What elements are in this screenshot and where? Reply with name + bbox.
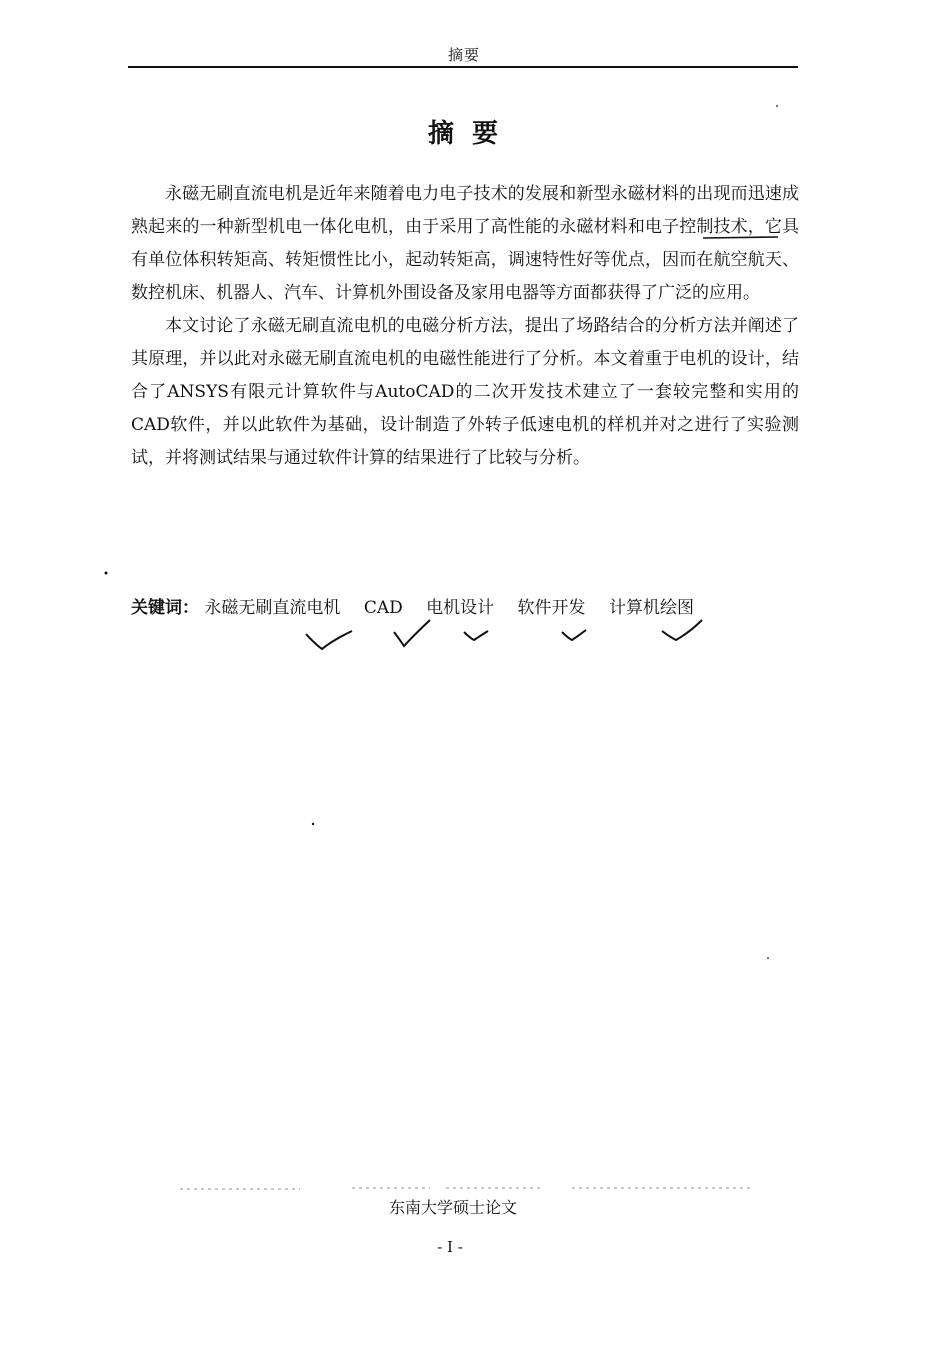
keyword-item: 电机设计 <box>426 598 495 618</box>
abstract-paragraph-1: 永磁无刷直流电机是近年来随着电力电子技术的发展和新型永磁材料的出现而迅速成熟起来的一种新型机电一体化电机，由于采用了高性能的永磁材料和电子控制技术，它具有单位体积转矩高、转矩惯性比小，起动转矩高，调速特性好等优点，因而在航空航天、数控机床、机器人、汽车、计算机外围设备及家用电器等方面都获得了广泛的应用。 <box>131 184 799 303</box>
scan-speck <box>767 957 769 959</box>
header-rule <box>128 66 798 68</box>
page-title: 摘要 <box>427 119 516 150</box>
bleed-through-line <box>180 1188 750 1189</box>
scan-speck <box>105 572 108 575</box>
footer-institution: 东南大学硕士论文 <box>388 1198 517 1217</box>
abstract-body <box>131 178 799 475</box>
check-mark-icon <box>562 630 586 640</box>
keyword-item: CAD <box>363 598 403 618</box>
check-mark-icon <box>662 620 702 640</box>
page-number: - I - <box>437 1238 463 1256</box>
abstract-paragraph-2: 本文讨论了永磁无刷直流电机的电磁分析方法，提出了场路结合的分析方法并阐述了其原理，并以此对永磁无刷直流电机的电磁性能进行了分析。本文着重于电机的设计，结合了ANSYS有限元计算软件与AutoCAD的二次开发技术建立了一套较完整和实用的CAD软件，并以此软件为基础，设计制造了外转子低速电机的样机并对之进行了实验测试，并将测试结果与通过软件计算的结果进行了比较与分析。 <box>131 316 799 468</box>
keywords-line <box>131 596 712 620</box>
check-mark-icon <box>306 631 352 649</box>
keyword-item: 软件开发 <box>517 598 586 618</box>
keyword-item: 永磁无刷直流电机 <box>204 598 341 618</box>
keywords-label: 关键词： <box>131 598 199 618</box>
check-mark-icon <box>464 631 488 640</box>
running-header: 摘要 <box>447 46 480 64</box>
keyword-item: 计算机绘图 <box>608 598 694 618</box>
scan-speck <box>312 823 314 825</box>
scan-speck <box>776 105 778 107</box>
check-mark-icon <box>394 620 430 646</box>
